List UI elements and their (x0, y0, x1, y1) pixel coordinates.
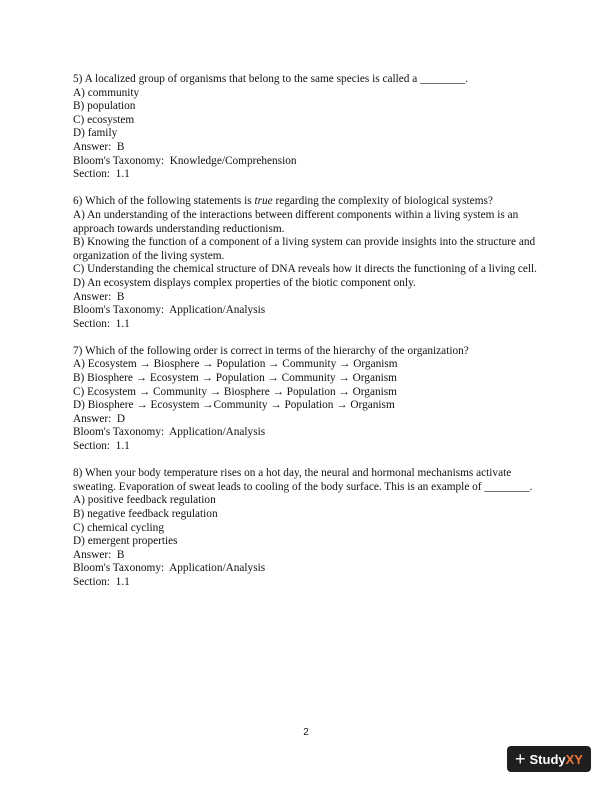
answer-key: Answer: B (73, 548, 125, 561)
blooms-taxonomy: Bloom's Taxonomy: Application/Analysis (73, 426, 266, 439)
answer-key: Answer: D (73, 412, 126, 425)
brand-prefix: Study (529, 751, 566, 767)
answer-option: C) ecosystem (73, 113, 135, 126)
answer-option: D) emergent properties (73, 535, 178, 548)
answer-key: Answer: B (73, 290, 125, 303)
answer-option: B) population (73, 100, 136, 113)
answer-option: D) An ecosystem displays complex properties of the biotic component only. (73, 276, 416, 289)
answer-option: B) Knowing the function of a component of a living system can provide insights into the structure and organization of the living system. (73, 236, 538, 262)
answer-option: A) Ecosystem → Biosphere → Population → Community → Organism (73, 358, 398, 371)
section-ref: Section: 1.1 (73, 317, 130, 330)
blooms-taxonomy: Bloom's Taxonomy: Application/Analysis (73, 562, 266, 575)
question-stem (73, 345, 543, 359)
answer-option: B) Biosphere → Ecosystem → Population → Community → Organism (73, 372, 397, 385)
answer-option: B) negative feedback regulation (73, 508, 218, 520)
answer-option: D) Biosphere → Ecosystem →Community → Population → Organism (73, 399, 395, 412)
answer-key: Answer: B (73, 140, 125, 153)
blooms-taxonomy: Bloom's Taxonomy: Application/Analysis (73, 304, 266, 317)
stem-text: 7) Which of the following order is correct in terms of the hierarchy of the organization? (73, 344, 469, 357)
question-stem (73, 73, 543, 87)
answer-option: A) positive feedback regulation (73, 494, 216, 507)
section-ref: Section: 1.1 (73, 168, 130, 181)
question-stem (73, 195, 543, 209)
stem-text: 5) A localized group of organisms that belong to the same species is called a ________. (73, 73, 469, 85)
answer-option: C) Understanding the chemical structure of DNA reveals how it directs the functioning of a living cell. (73, 263, 537, 276)
studyxy-badge[interactable] (507, 746, 591, 772)
stem-text: regarding the complexity of biological systems? (272, 195, 493, 208)
plus-icon: + (515, 749, 526, 769)
question-block (73, 467, 543, 589)
question-list (73, 73, 543, 603)
question-stem (73, 467, 543, 494)
page-number: 2 (303, 727, 309, 738)
blooms-taxonomy: Bloom's Taxonomy: Knowledge/Comprehension (73, 154, 297, 167)
question-block (73, 73, 543, 182)
question-block (73, 195, 543, 331)
answer-option: A) An understanding of the interactions between different components within a living system is an approach towards understanding reductionism. (73, 208, 522, 235)
question-block (73, 345, 543, 454)
stem-emphasis: true (254, 195, 273, 208)
answer-option: C) chemical cycling (73, 521, 164, 534)
stem-text: 8) When your body temperature rises on a hot day, the neural and hormonal mechanisms activate sweating. Evaporation of sweat leads to cooling of the body surface. This is an example of ________. (73, 467, 533, 493)
section-ref: Section: 1.1 (73, 440, 130, 453)
brand-suffix: XY (565, 751, 583, 767)
answer-option: A) community (73, 86, 140, 99)
stem-text: 6) Which of the following statements is (73, 195, 255, 208)
answer-option: C) Ecosystem → Community → Biosphere → Population → Organism (73, 385, 397, 398)
answer-option: D) family (73, 127, 118, 140)
section-ref: Section: 1.1 (73, 575, 130, 588)
